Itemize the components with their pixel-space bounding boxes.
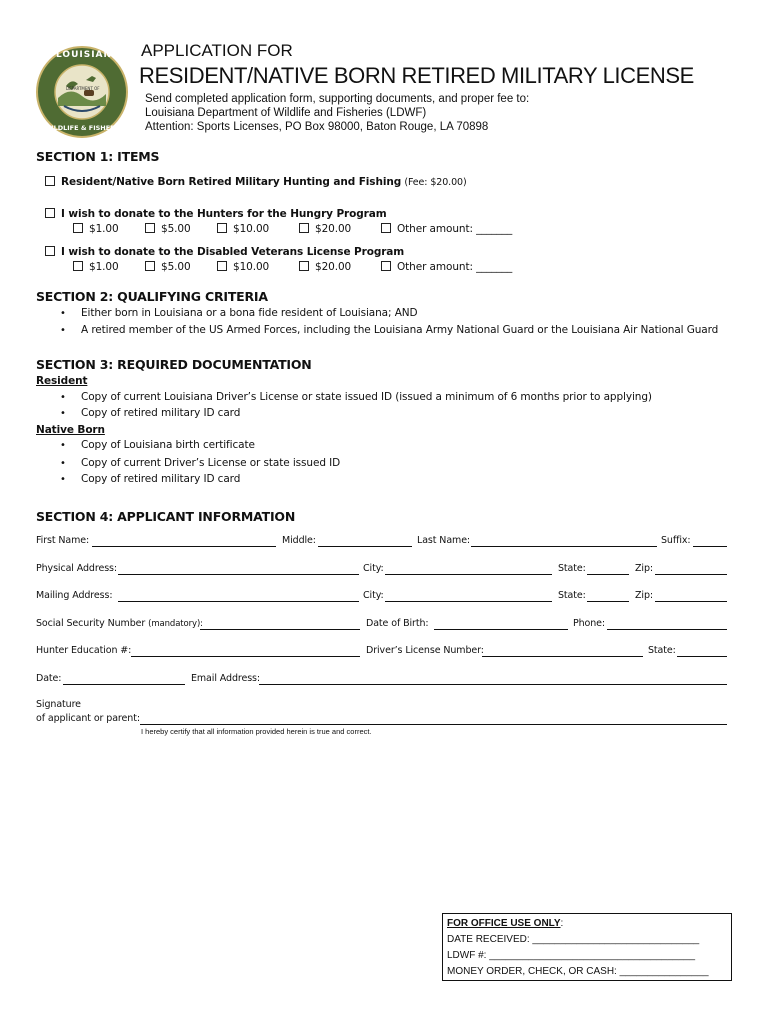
donate-veterans-checkbox[interactable] bbox=[45, 246, 55, 256]
section4-title: SECTION 4: APPLICANT INFORMATION bbox=[36, 509, 296, 524]
bullet-icon: • bbox=[60, 408, 66, 419]
physical-address-field[interactable] bbox=[118, 564, 359, 575]
physical-city-label: City: bbox=[363, 563, 384, 574]
donate-veterans-label: I wish to donate to the Disabled Veterans License Program bbox=[61, 246, 405, 258]
dob-label: Date of Birth: bbox=[366, 618, 429, 629]
license-item-checkbox[interactable] bbox=[45, 176, 55, 186]
logo-center-text: DEPARTMENT OF bbox=[66, 86, 100, 91]
pre-title: APPLICATION FOR bbox=[141, 41, 293, 60]
section3-title: SECTION 3: REQUIRED DOCUMENTATION bbox=[36, 357, 312, 372]
amount-checkbox[interactable] bbox=[217, 223, 227, 233]
phone-field[interactable] bbox=[607, 619, 727, 630]
dob-field[interactable] bbox=[434, 619, 568, 630]
license-item-label: Resident/Native Born Retired Military Hunting and Fishing bbox=[61, 176, 402, 188]
middle-name-field[interactable] bbox=[318, 536, 412, 547]
suffix-label: Suffix: bbox=[661, 535, 691, 546]
email-label: Email Address: bbox=[191, 673, 261, 684]
amount-checkbox[interactable] bbox=[299, 223, 309, 233]
last-name-field[interactable] bbox=[471, 536, 657, 547]
bullet-icon: • bbox=[60, 440, 66, 451]
mailing-state-field[interactable] bbox=[587, 591, 629, 602]
bullet-icon: • bbox=[60, 392, 66, 403]
donate-veterans-amount-1: $1.00 bbox=[73, 261, 119, 273]
middle-name-label: Middle: bbox=[282, 535, 316, 546]
logo-bottom-text: WILDLIFE & FISHERIES bbox=[44, 124, 127, 132]
donate-veterans-amount-10: $10.00 bbox=[217, 261, 269, 273]
donate-hunters-amount-20: $20.00 bbox=[299, 223, 351, 235]
dl-state-label: State: bbox=[648, 645, 676, 656]
physical-address-label: Physical Address: bbox=[36, 563, 117, 574]
amount-checkbox[interactable] bbox=[145, 223, 155, 233]
donate-hunters-row bbox=[45, 208, 387, 220]
amount-checkbox[interactable] bbox=[381, 261, 391, 271]
donate-veterans-amount-5: $5.00 bbox=[145, 261, 191, 273]
signature-field[interactable] bbox=[140, 714, 727, 725]
native-doc-3: Copy of retired military ID card bbox=[81, 473, 241, 485]
donate-veterans-other: Other amount: _______ bbox=[381, 261, 512, 273]
native-doc-1: Copy of Louisiana birth certificate bbox=[81, 439, 255, 451]
resident-heading: Resident bbox=[36, 375, 88, 387]
criteria-item-1: Either born in Louisiana or a bona fide resident of Louisiana; AND bbox=[81, 307, 418, 319]
mailing-zip-label: Zip: bbox=[635, 590, 653, 601]
signature-label-2: of applicant or parent: bbox=[36, 713, 140, 724]
criteria-item-2: A retired member of the US Armed Forces, including the Louisiana Army National Guard or the Louisiana Air National Guard bbox=[81, 324, 719, 336]
amount-checkbox[interactable] bbox=[73, 261, 83, 271]
donate-hunters-other: Other amount: _______ bbox=[381, 223, 512, 235]
email-field[interactable] bbox=[259, 674, 727, 685]
date-field[interactable] bbox=[63, 674, 185, 685]
ldwf-logo bbox=[36, 46, 128, 138]
org-address-line: Louisiana Department of Wildlife and Fisheries (LDWF) bbox=[145, 107, 427, 119]
donate-hunters-amount-5: $5.00 bbox=[145, 223, 191, 235]
office-heading: FOR OFFICE USE ONLY bbox=[447, 918, 561, 929]
bullet-icon: • bbox=[60, 458, 66, 469]
donate-hunters-amount-10: $10.00 bbox=[217, 223, 269, 235]
suffix-field[interactable] bbox=[693, 536, 727, 547]
last-name-label: Last Name: bbox=[417, 535, 471, 546]
first-name-label: First Name: bbox=[36, 535, 90, 546]
ssn-note: (mandatory): bbox=[148, 619, 203, 629]
donate-hunters-amount-1: $1.00 bbox=[73, 223, 119, 235]
phone-label: Phone: bbox=[573, 618, 606, 629]
hunter-ed-label: Hunter Education #: bbox=[36, 645, 132, 656]
license-item-fee: (Fee: $20.00) bbox=[404, 177, 467, 188]
license-item-row bbox=[45, 176, 467, 188]
bullet-icon: • bbox=[60, 308, 66, 319]
bullet-icon: • bbox=[60, 474, 66, 485]
donate-veterans-row bbox=[45, 246, 404, 258]
dl-number-field[interactable] bbox=[482, 646, 643, 657]
amount-checkbox[interactable] bbox=[73, 223, 83, 233]
mailing-state-label: State: bbox=[558, 590, 586, 601]
donate-veterans-amount-20: $20.00 bbox=[299, 261, 351, 273]
mailing-address-label: Mailing Address: bbox=[36, 590, 113, 601]
section2-title: SECTION 2: QUALIFYING CRITERIA bbox=[36, 289, 268, 304]
logo-top-text: LOUISIANA bbox=[56, 50, 121, 60]
office-use-box bbox=[442, 913, 732, 981]
signature-label-1: Signature bbox=[36, 699, 81, 710]
office-heading-row: FOR OFFICE USE ONLY: bbox=[447, 918, 564, 929]
mailing-zip-field[interactable] bbox=[655, 591, 727, 602]
donate-hunters-checkbox[interactable] bbox=[45, 208, 55, 218]
dl-number-label: Driver’s License Number: bbox=[366, 645, 484, 656]
physical-zip-label: Zip: bbox=[635, 563, 653, 574]
donate-hunters-label: I wish to donate to the Hunters for the Hungry Program bbox=[61, 208, 387, 220]
physical-state-label: State: bbox=[558, 563, 586, 574]
amount-checkbox[interactable] bbox=[299, 261, 309, 271]
ssn-field[interactable] bbox=[200, 619, 360, 630]
dl-state-field[interactable] bbox=[677, 646, 727, 657]
certify-statement: I hereby certify that all information provided herein is true and correct. bbox=[141, 727, 372, 736]
hunter-ed-field[interactable] bbox=[131, 646, 360, 657]
physical-state-field[interactable] bbox=[587, 564, 629, 575]
native-doc-2: Copy of current Driver’s License or state issued ID bbox=[81, 457, 341, 469]
ssn-label: Social Security Number (mandatory): bbox=[36, 618, 203, 629]
date-label: Date: bbox=[36, 673, 62, 684]
bullet-icon: • bbox=[60, 325, 66, 336]
office-payment-type: MONEY ORDER, CHECK, OR CASH: ________________ bbox=[447, 966, 709, 977]
mailing-city-field[interactable] bbox=[385, 591, 552, 602]
physical-city-field[interactable] bbox=[385, 564, 552, 575]
resident-doc-1: Copy of current Louisiana Driver’s License or state issued ID (issued a minimum of 6 months prior to applying) bbox=[81, 391, 652, 403]
page-title: RESIDENT/NATIVE BORN RETIRED MILITARY LICENSE bbox=[139, 63, 694, 88]
office-ldwf-number: LDWF #: _____________________________________ bbox=[447, 950, 696, 961]
send-instructions: Send completed application form, supporting documents, and proper fee to: bbox=[145, 93, 530, 105]
native-heading: Native Born bbox=[36, 424, 105, 436]
office-date-received: DATE RECEIVED: ______________________________ bbox=[447, 934, 700, 945]
amount-checkbox[interactable] bbox=[145, 261, 155, 271]
attention-line: Attention: Sports Licenses, PO Box 98000, Baton Rouge, LA 70898 bbox=[145, 121, 489, 133]
resident-doc-2: Copy of retired military ID card bbox=[81, 407, 241, 419]
mailing-address-field[interactable] bbox=[118, 591, 359, 602]
amount-checkbox[interactable] bbox=[381, 223, 391, 233]
amount-checkbox[interactable] bbox=[217, 261, 227, 271]
first-name-field[interactable] bbox=[92, 536, 276, 547]
mailing-city-label: City: bbox=[363, 590, 384, 601]
physical-zip-field[interactable] bbox=[655, 564, 727, 575]
section1-title: SECTION 1: ITEMS bbox=[36, 149, 160, 164]
